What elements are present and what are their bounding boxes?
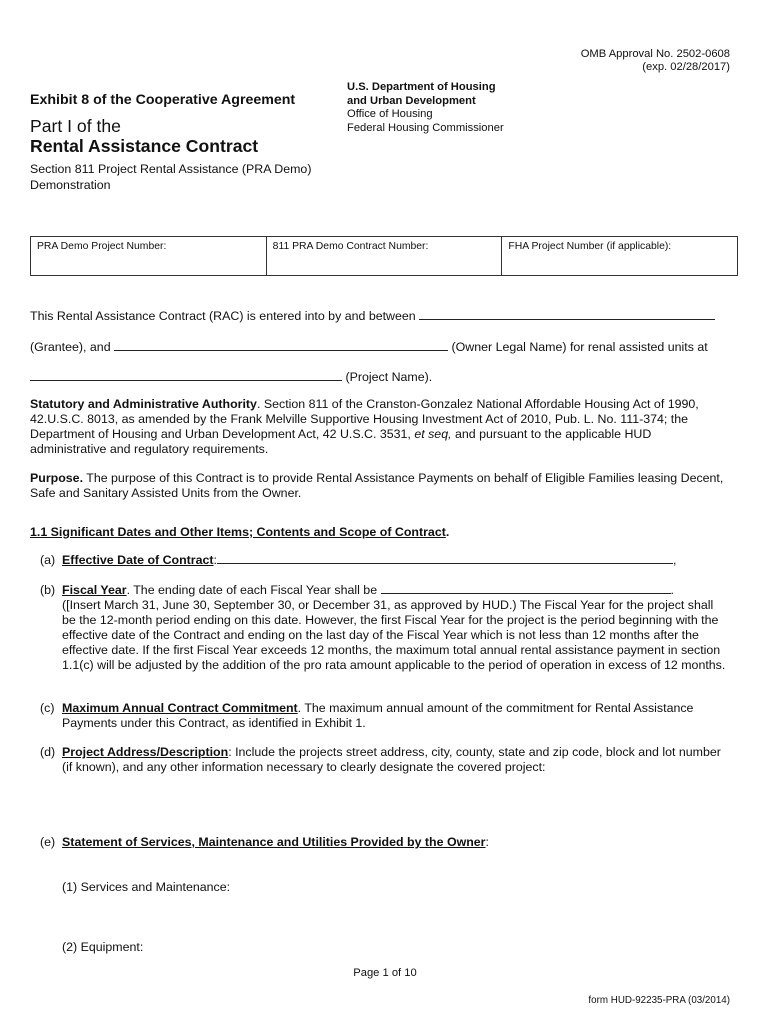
section-1-1-heading	[30, 525, 730, 540]
item-d-label: (d)	[40, 745, 56, 759]
agency-name-line1: U.S. Department of Housing	[347, 81, 496, 93]
item-d	[40, 745, 730, 775]
fiscal-year-details: ([Insert March 31, June 30, September 30, or December 31, as approved by HUD.) The Fiscal Year for the project shall be the 12-month period ending on this date. However, the first Fiscal Year for the project is the period beginning with the effective date of the Contract and ending on the last day of the Fiscal Year which is not less than 12 months after the effective date. If the first Fiscal Year exceeds 12 months, the maximum total annual rental assistance payment in section 1.1(c) will be adjusted by the addition of the pro rata amount applicable to the period of operation in excess of 12 months.	[62, 598, 726, 672]
grantee-name-blank[interactable]	[419, 308, 715, 320]
intro-line-2	[30, 339, 730, 355]
project-name-blank[interactable]	[30, 369, 342, 381]
purpose-text: The purpose of this Contract is to provide Rental Assistance Payments on behalf of Eligible Families leasing Decent, Safe and Sanitary Assisted Units from the Owner.	[30, 471, 724, 500]
authority-text-end: and pursuant to the applicable HUD administrative and regulatory requirements.	[30, 427, 652, 456]
owner-label: (Owner Legal Name) for renal assisted units at	[451, 340, 708, 354]
authority-text: . Section 811 of the Cranston-Gonzalez National Affordable Housing Act of 1990, 42.U.S.C. 8013, as amended by the Frank Melville Supportive Housing Investment Act of 2010, Pub. L. No. 111-374; the Department of Housing and Urban Development Act, 42 U.S.C. 3531,	[30, 397, 699, 441]
omb-approval	[581, 48, 730, 74]
pra-project-number-label: PRA Demo Project Number:	[37, 241, 167, 252]
agency-office: Office of Housing	[347, 108, 433, 120]
section-subtitle	[30, 162, 311, 193]
omb-expiration: (exp. 02/28/2017)	[642, 61, 730, 73]
contract-number-field[interactable]	[267, 237, 503, 275]
equipment-item: (2) Equipment:	[62, 940, 144, 954]
page-number: Page 1 of 10	[353, 967, 417, 979]
section-subtitle-line1: Section 811 Project Rental Assistance (PRA Demo)	[30, 162, 312, 176]
authority-heading: Statutory and Administrative Authority	[30, 397, 257, 411]
intro-text: This Rental Assistance Contract (RAC) is entered into by and between	[30, 309, 416, 323]
fha-project-number-field[interactable]	[502, 237, 737, 275]
item-b-label: (b)	[40, 583, 56, 597]
project-numbers-table	[30, 236, 738, 276]
purpose-paragraph	[30, 471, 730, 501]
item-b	[40, 582, 730, 673]
item-e-colon: :	[485, 835, 489, 849]
item-a-label: (a)	[40, 553, 56, 567]
effective-date-blank[interactable]	[217, 552, 673, 564]
document-title: Rental Assistance Contract	[30, 136, 259, 156]
exhibit-title: Exhibit 8 of the Cooperative Agreement	[30, 92, 296, 108]
project-name-label: (Project Name).	[345, 370, 433, 384]
contract-number-label: 811 PRA Demo Contract Number:	[272, 241, 429, 252]
item-e-label: (e)	[40, 835, 56, 849]
project-address-text: : Include the projects street address, city, county, state and zip code, block and lot number (if known), and any other information necessary to clearly designate the covered project:	[62, 745, 721, 774]
omb-number: OMB Approval No. 2502-0608	[580, 48, 730, 60]
agency-commissioner: Federal Housing Commissioner	[347, 121, 504, 134]
item-c	[40, 701, 730, 731]
project-address-title: Project Address/Description	[62, 745, 229, 759]
item-a-colon: :	[213, 553, 217, 567]
item-c-label: (c)	[40, 701, 55, 715]
section-heading-period: .	[445, 525, 450, 539]
owner-name-blank[interactable]	[114, 339, 448, 351]
item-a	[40, 552, 730, 568]
fiscal-year-text: . The ending date of each Fiscal Year shall be	[126, 583, 378, 597]
form-number: form HUD-92235-PRA (03/2014)	[588, 995, 730, 1006]
intro-line-3	[30, 369, 730, 385]
effective-date-title: Effective Date of Contract	[62, 553, 214, 567]
part-label: Part I of the	[30, 116, 121, 136]
services-maintenance-item: (1) Services and Maintenance:	[62, 880, 231, 894]
section-subtitle-line2: Demonstration	[30, 177, 111, 192]
pra-project-number-field[interactable]	[31, 237, 267, 275]
max-annual-commitment-title: Maximum Annual Contract Commitment	[62, 701, 298, 715]
fiscal-year-title: Fiscal Year	[62, 583, 127, 597]
item-e	[40, 835, 730, 850]
authority-paragraph	[30, 397, 730, 457]
item-a-comma: ,	[672, 553, 677, 567]
agency-name-line2: and Urban Development	[347, 94, 476, 107]
section-heading-text: 1.1 Significant Dates and Other Items; Contents and Scope of Contract	[30, 525, 446, 539]
purpose-heading: Purpose.	[30, 471, 84, 485]
grantee-label: (Grantee), and	[30, 340, 111, 354]
authority-italic: et seq,	[414, 427, 452, 441]
owner-services-title: Statement of Services, Maintenance and Utilities Provided by the Owner	[62, 835, 486, 849]
max-annual-commitment-text: . The maximum annual amount of the commitment for Rental Assistance Payments under this Contract, as identified in Exhibit 1.	[62, 701, 694, 730]
intro-line-1	[30, 308, 730, 324]
fiscal-year-end-blank[interactable]	[381, 582, 671, 594]
agency-block	[347, 81, 504, 135]
fiscal-year-period: .	[670, 583, 674, 597]
fha-project-number-label: FHA Project Number (if applicable):	[508, 241, 672, 252]
